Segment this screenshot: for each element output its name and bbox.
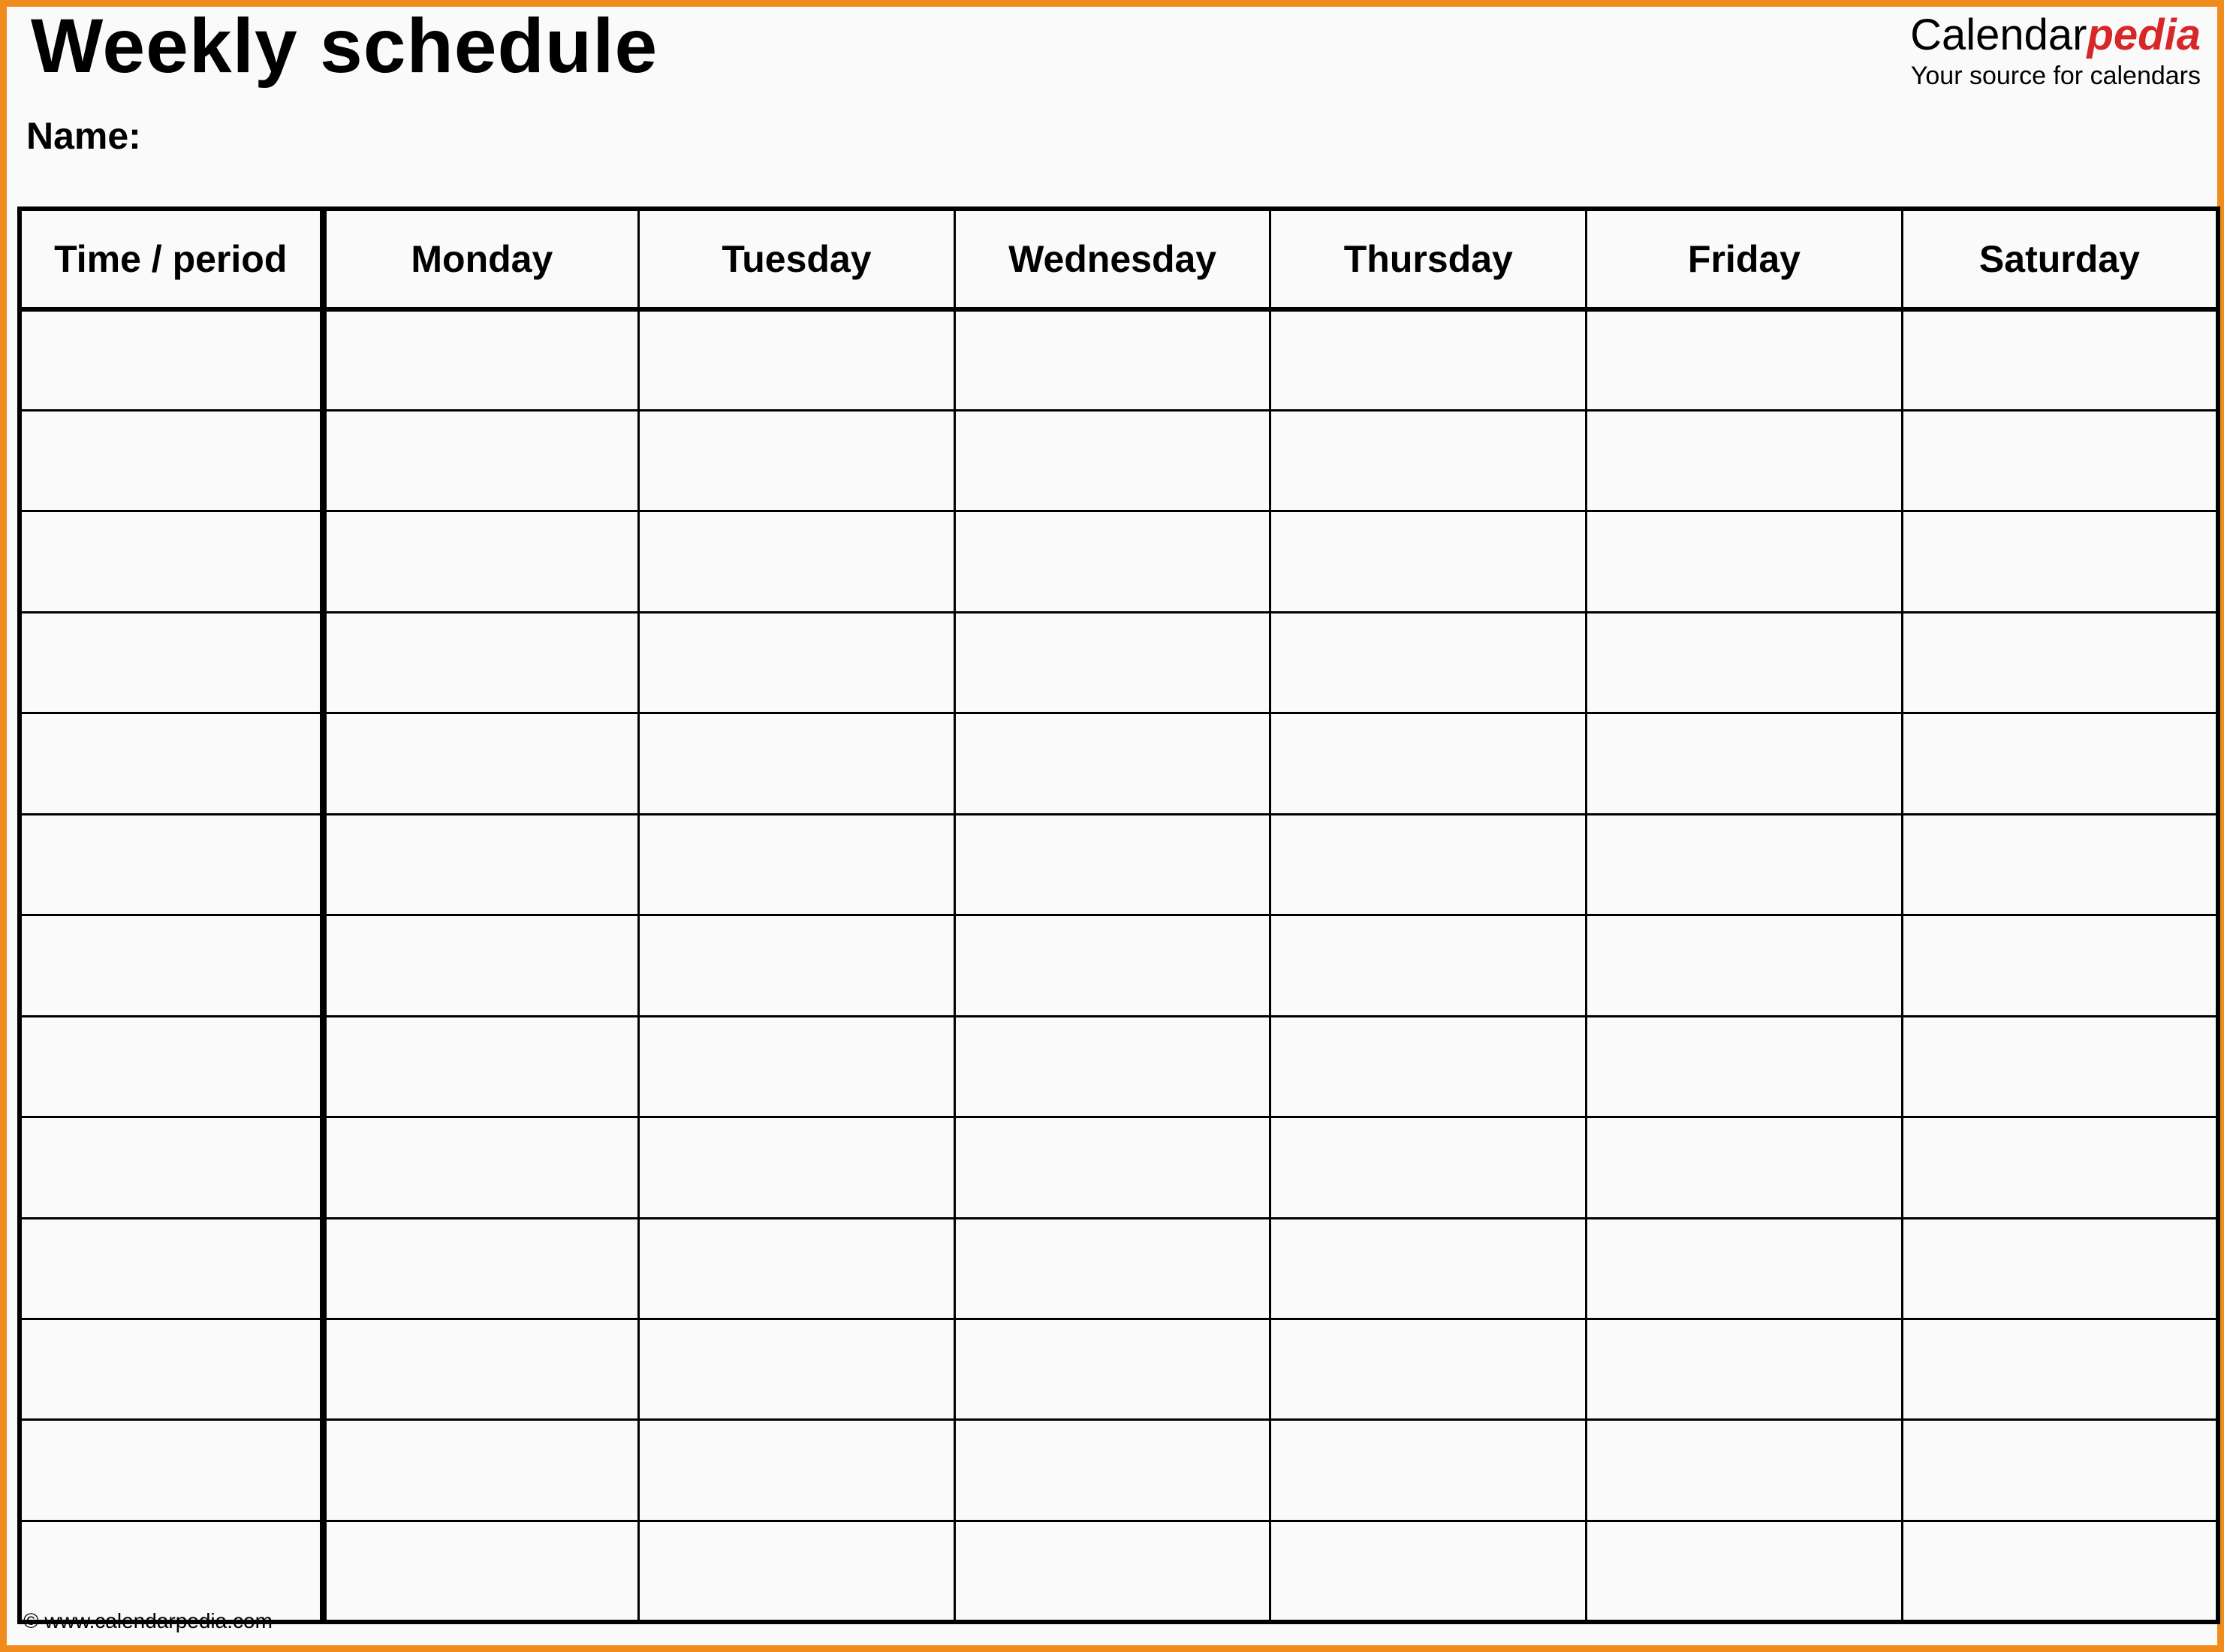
schedule-cell[interactable] (954, 814, 1270, 915)
time-period-cell[interactable] (20, 1016, 323, 1117)
table-row (20, 713, 2218, 814)
schedule-cell[interactable] (1902, 814, 2218, 915)
schedule-cell[interactable] (1270, 410, 1587, 511)
schedule-cell[interactable] (954, 1016, 1270, 1117)
schedule-table (17, 206, 2220, 1624)
schedule-cell[interactable] (1902, 309, 2218, 410)
page-title: Weekly schedule (31, 3, 658, 89)
table-row (20, 915, 2218, 1016)
schedule-cell[interactable] (1270, 915, 1587, 1016)
schedule-cell[interactable] (1270, 309, 1587, 410)
schedule-cell[interactable] (1270, 814, 1587, 915)
schedule-cell[interactable] (1587, 410, 1903, 511)
table-row (20, 1016, 2218, 1117)
schedule-cell[interactable] (1902, 713, 2218, 814)
schedule-cell[interactable] (1270, 1218, 1587, 1319)
logo-brand-main: Calendar (1910, 11, 2087, 59)
schedule-cell[interactable] (1587, 1117, 1903, 1218)
schedule-cell[interactable] (1587, 1218, 1903, 1319)
schedule-cell[interactable] (1270, 1016, 1587, 1117)
schedule-cell[interactable] (1587, 1420, 1903, 1521)
schedule-cell[interactable] (323, 410, 639, 511)
schedule-cell[interactable] (639, 713, 955, 814)
time-period-cell[interactable] (20, 309, 323, 410)
footer-copyright: © www.calendarpedia.com (23, 1609, 273, 1632)
schedule-cell[interactable] (954, 1319, 1270, 1420)
table-row (20, 410, 2218, 511)
table-row (20, 1319, 2218, 1420)
table-row (20, 814, 2218, 915)
schedule-cell[interactable] (639, 511, 955, 612)
schedule-cell[interactable] (639, 1016, 955, 1117)
table-row (20, 1117, 2218, 1218)
schedule-cell[interactable] (954, 1420, 1270, 1521)
logo-tagline: Your source for calendars (1910, 62, 2201, 90)
schedule-cell[interactable] (323, 814, 639, 915)
schedule-cell[interactable] (1270, 1420, 1587, 1521)
time-period-cell[interactable] (20, 713, 323, 814)
time-period-cell[interactable] (20, 1218, 323, 1319)
schedule-cell[interactable] (1270, 612, 1587, 713)
schedule-cell[interactable] (639, 814, 955, 915)
schedule-cell[interactable] (1902, 1420, 2218, 1521)
time-period-cell[interactable] (20, 1319, 323, 1420)
schedule-cell[interactable] (1270, 511, 1587, 612)
schedule-cell[interactable] (323, 612, 639, 713)
schedule-cell[interactable] (1587, 1521, 1903, 1622)
schedule-cell[interactable] (954, 713, 1270, 814)
schedule-cell[interactable] (954, 1117, 1270, 1218)
time-period-cell[interactable] (20, 814, 323, 915)
schedule-body (20, 309, 2218, 1622)
header-time-period: Time / period (20, 209, 323, 309)
name-label: Name: (26, 115, 141, 157)
schedule-cell[interactable] (1902, 1016, 2218, 1117)
schedule-cell[interactable] (954, 915, 1270, 1016)
schedule-cell[interactable] (323, 1319, 639, 1420)
schedule-cell[interactable] (323, 1420, 639, 1521)
time-period-cell[interactable] (20, 1521, 323, 1622)
schedule-cell[interactable] (1587, 1319, 1903, 1420)
header-thursday: Thursday (1270, 209, 1587, 309)
schedule-cell[interactable] (954, 1218, 1270, 1319)
schedule-cell[interactable] (323, 309, 639, 410)
schedule-cell[interactable] (1902, 1218, 2218, 1319)
schedule-cell[interactable] (1902, 1319, 2218, 1420)
table-row (20, 1218, 2218, 1319)
schedule-cell[interactable] (639, 1117, 955, 1218)
calendarpedia-logo (1910, 10, 2201, 91)
schedule-cell[interactable] (1270, 1319, 1587, 1420)
schedule-cell[interactable] (954, 309, 1270, 410)
header-monday: Monday (323, 209, 639, 309)
time-period-cell[interactable] (20, 511, 323, 612)
schedule-cell[interactable] (323, 1117, 639, 1218)
schedule-cell[interactable] (639, 915, 955, 1016)
time-period-cell[interactable] (20, 410, 323, 511)
table-row (20, 309, 2218, 410)
schedule-cell[interactable] (639, 1420, 955, 1521)
schedule-cell[interactable] (1270, 1117, 1587, 1218)
time-period-cell[interactable] (20, 915, 323, 1016)
schedule-cell[interactable] (639, 1521, 955, 1622)
schedule-cell[interactable] (1902, 612, 2218, 713)
schedule-cell[interactable] (323, 1521, 639, 1622)
header-wednesday: Wednesday (954, 209, 1270, 309)
schedule-cell[interactable] (323, 511, 639, 612)
schedule-cell[interactable] (1587, 511, 1903, 612)
table-row (20, 612, 2218, 713)
schedule-cell[interactable] (1587, 814, 1903, 915)
schedule-cell[interactable] (1587, 915, 1903, 1016)
schedule-cell[interactable] (954, 612, 1270, 713)
schedule-cell[interactable] (323, 915, 639, 1016)
schedule-cell[interactable] (639, 612, 955, 713)
header-row (20, 209, 2218, 309)
schedule-cell[interactable] (1270, 1521, 1587, 1622)
schedule-cell[interactable] (1587, 1016, 1903, 1117)
schedule-cell[interactable] (323, 713, 639, 814)
schedule-cell[interactable] (1587, 309, 1903, 410)
schedule-cell[interactable] (954, 511, 1270, 612)
table-row (20, 1420, 2218, 1521)
header-friday: Friday (1587, 209, 1903, 309)
schedule-cell[interactable] (1902, 1521, 2218, 1622)
time-period-cell[interactable] (20, 612, 323, 713)
header-tuesday: Tuesday (639, 209, 955, 309)
schedule-cell[interactable] (1587, 612, 1903, 713)
table-row (20, 511, 2218, 612)
schedule-cell[interactable] (323, 1218, 639, 1319)
schedule-cell[interactable] (1902, 1117, 2218, 1218)
schedule-cell[interactable] (1902, 915, 2218, 1016)
schedule-cell[interactable] (954, 1521, 1270, 1622)
table-row (20, 1521, 2218, 1622)
schedule-cell[interactable] (323, 1016, 639, 1117)
logo-brand-accent: pedia (2087, 11, 2201, 59)
schedule-cell[interactable] (1902, 511, 2218, 612)
schedule-cell[interactable] (639, 1218, 955, 1319)
schedule-cell[interactable] (1587, 713, 1903, 814)
schedule-cell[interactable] (1902, 410, 2218, 511)
schedule-cell[interactable] (1270, 713, 1587, 814)
schedule-cell[interactable] (639, 1319, 955, 1420)
schedule-cell[interactable] (639, 309, 955, 410)
time-period-cell[interactable] (20, 1420, 323, 1521)
header-saturday: Saturday (1902, 209, 2218, 309)
schedule-cell[interactable] (954, 410, 1270, 511)
logo-brand (1910, 10, 2201, 61)
schedule-cell[interactable] (639, 410, 955, 511)
time-period-cell[interactable] (20, 1117, 323, 1218)
